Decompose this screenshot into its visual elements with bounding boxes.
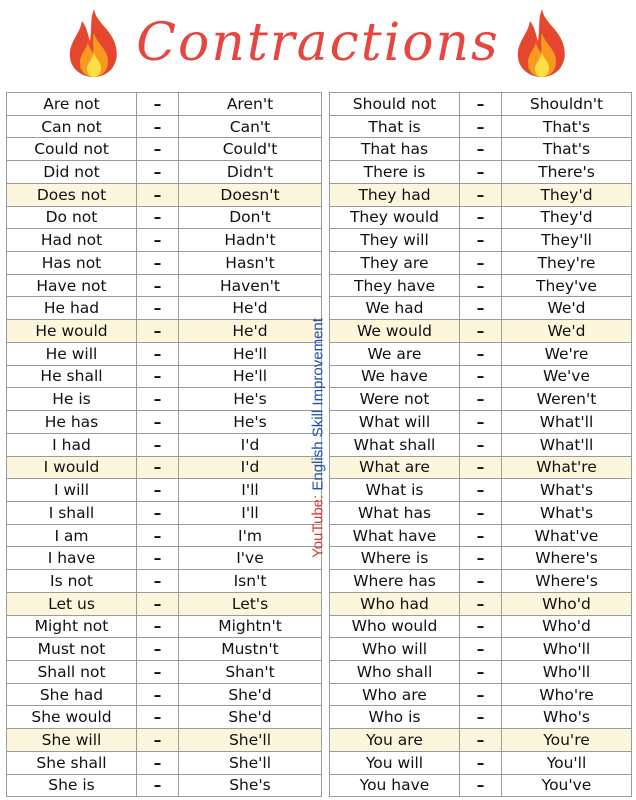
table-row	[7, 660, 322, 683]
contraction-cell: We'd	[502, 297, 632, 320]
contraction-cell: Could't	[179, 138, 322, 161]
table-row	[330, 683, 632, 706]
contraction-cell: We've	[502, 365, 632, 388]
full-form-cell: She would	[7, 706, 137, 729]
contraction-cell: Didn't	[179, 161, 322, 184]
full-form-cell: What are	[330, 456, 460, 479]
contraction-cell: I'll	[179, 501, 322, 524]
table-row	[7, 592, 322, 615]
table-row	[330, 115, 632, 138]
full-form-cell: He would	[7, 320, 137, 343]
watermark-text: English Skill Improvement	[309, 318, 327, 495]
table-row	[330, 342, 632, 365]
contractions-table-left	[6, 92, 322, 797]
dash-cell: –	[137, 138, 179, 161]
dash-cell: –	[460, 751, 502, 774]
dash-cell: –	[137, 638, 179, 661]
table-row	[330, 638, 632, 661]
contraction-cell: What'll	[502, 411, 632, 434]
contraction-cell: Isn't	[179, 570, 322, 593]
contraction-cell: What've	[502, 524, 632, 547]
contraction-cell: Mightn't	[179, 615, 322, 638]
full-form-cell: Have not	[7, 274, 137, 297]
full-form-cell: Who are	[330, 683, 460, 706]
table-row	[330, 161, 632, 184]
contraction-cell: Who'd	[502, 592, 632, 615]
dash-cell: –	[137, 479, 179, 502]
dash-cell: –	[460, 660, 502, 683]
contraction-cell: Weren't	[502, 388, 632, 411]
full-form-cell: He will	[7, 342, 137, 365]
dash-cell: –	[137, 570, 179, 593]
dash-cell: –	[137, 93, 179, 116]
contraction-cell: He'd	[179, 320, 322, 343]
table-row	[7, 751, 322, 774]
contraction-cell: Who'd	[502, 615, 632, 638]
dash-cell: –	[137, 615, 179, 638]
table-row	[7, 229, 322, 252]
contraction-cell: They'll	[502, 229, 632, 252]
table-row	[7, 93, 322, 116]
full-form-cell: She is	[7, 774, 137, 797]
dash-cell: –	[137, 229, 179, 252]
dash-cell: –	[460, 547, 502, 570]
table-row	[330, 365, 632, 388]
full-form-cell: He is	[7, 388, 137, 411]
table-row	[330, 547, 632, 570]
full-form-cell: Who is	[330, 706, 460, 729]
table-row	[330, 93, 632, 116]
full-form-cell: Who shall	[330, 660, 460, 683]
contraction-cell: I'll	[179, 479, 322, 502]
contraction-cell: Don't	[179, 206, 322, 229]
dash-cell: –	[460, 411, 502, 434]
dash-cell: –	[137, 592, 179, 615]
dash-cell: –	[460, 229, 502, 252]
table-row	[7, 115, 322, 138]
table-row	[7, 411, 322, 434]
contraction-cell: I'm	[179, 524, 322, 547]
dash-cell: –	[460, 683, 502, 706]
full-form-cell: Shall not	[7, 660, 137, 683]
contraction-cell: You've	[502, 774, 632, 797]
table-row	[7, 388, 322, 411]
full-form-cell: Can not	[7, 115, 137, 138]
contraction-cell: Mustn't	[179, 638, 322, 661]
contraction-cell: He'd	[179, 297, 322, 320]
full-form-cell: You have	[330, 774, 460, 797]
full-form-cell: Who had	[330, 592, 460, 615]
full-form-cell: What have	[330, 524, 460, 547]
full-form-cell: That has	[330, 138, 460, 161]
full-form-cell: I would	[7, 456, 137, 479]
dash-cell: –	[137, 774, 179, 797]
full-form-cell: Should not	[330, 93, 460, 116]
contraction-cell: Aren't	[179, 93, 322, 116]
contraction-cell: He'll	[179, 365, 322, 388]
full-form-cell: Were not	[330, 388, 460, 411]
full-form-cell: Where is	[330, 547, 460, 570]
full-form-cell: You are	[330, 729, 460, 752]
table-row	[7, 615, 322, 638]
full-form-cell: They had	[330, 183, 460, 206]
dash-cell: –	[460, 115, 502, 138]
full-form-cell: She had	[7, 683, 137, 706]
table-row	[330, 524, 632, 547]
table-row	[330, 615, 632, 638]
full-form-cell: Might not	[7, 615, 137, 638]
table-row	[7, 570, 322, 593]
table-row	[7, 365, 322, 388]
table-row	[7, 706, 322, 729]
table-row	[7, 501, 322, 524]
table-row	[330, 229, 632, 252]
table-row	[7, 161, 322, 184]
full-form-cell: Does not	[7, 183, 137, 206]
full-form-cell: I shall	[7, 501, 137, 524]
contraction-cell: You're	[502, 729, 632, 752]
table-row	[7, 433, 322, 456]
contraction-cell: There's	[502, 161, 632, 184]
dash-cell: –	[460, 388, 502, 411]
dash-cell: –	[460, 729, 502, 752]
dash-cell: –	[137, 683, 179, 706]
contractions-table-right	[329, 92, 632, 797]
table-row	[7, 547, 322, 570]
contraction-cell: I'd	[179, 456, 322, 479]
full-form-cell: We would	[330, 320, 460, 343]
contraction-cell: Who'll	[502, 660, 632, 683]
table-row	[7, 524, 322, 547]
full-form-cell: I have	[7, 547, 137, 570]
table-row	[7, 183, 322, 206]
full-form-cell: He had	[7, 297, 137, 320]
full-form-cell: Who will	[330, 638, 460, 661]
dash-cell: –	[137, 274, 179, 297]
full-form-cell: He has	[7, 411, 137, 434]
full-form-cell: They are	[330, 252, 460, 275]
contraction-cell: Doesn't	[179, 183, 322, 206]
table-row	[7, 774, 322, 797]
contraction-cell: What're	[502, 456, 632, 479]
dash-cell: –	[460, 206, 502, 229]
full-form-cell: Let us	[7, 592, 137, 615]
watermark-prefix: YouTube:	[309, 494, 327, 558]
dash-cell: –	[460, 456, 502, 479]
contraction-cell: Where's	[502, 547, 632, 570]
dash-cell: –	[137, 206, 179, 229]
dash-cell: –	[460, 161, 502, 184]
dash-cell: –	[460, 365, 502, 388]
fire-icon	[514, 7, 570, 79]
table-row	[330, 570, 632, 593]
full-form-cell: Where has	[330, 570, 460, 593]
table-row	[7, 683, 322, 706]
contraction-cell: We'd	[502, 320, 632, 343]
full-form-cell: What is	[330, 479, 460, 502]
table-row	[7, 206, 322, 229]
table-row	[330, 479, 632, 502]
dash-cell: –	[460, 183, 502, 206]
table-row	[330, 706, 632, 729]
table-row	[330, 138, 632, 161]
table-row	[7, 479, 322, 502]
table-row	[330, 774, 632, 797]
table-row	[7, 297, 322, 320]
full-form-cell: Is not	[7, 570, 137, 593]
full-form-cell: You will	[330, 751, 460, 774]
dash-cell: –	[137, 365, 179, 388]
dash-cell: –	[137, 320, 179, 343]
dash-cell: –	[137, 388, 179, 411]
contraction-cell: Who're	[502, 683, 632, 706]
header	[0, 0, 636, 86]
full-form-cell: Who would	[330, 615, 460, 638]
full-form-cell: Had not	[7, 229, 137, 252]
contraction-cell: They'd	[502, 183, 632, 206]
dash-cell: –	[460, 638, 502, 661]
contraction-cell: Who's	[502, 706, 632, 729]
contraction-cell: They've	[502, 274, 632, 297]
full-form-cell: We are	[330, 342, 460, 365]
full-form-cell: Has not	[7, 252, 137, 275]
dash-cell: –	[137, 706, 179, 729]
dash-cell: –	[137, 183, 179, 206]
full-form-cell: What will	[330, 411, 460, 434]
contraction-cell: What's	[502, 479, 632, 502]
contraction-cell: Hadn't	[179, 229, 322, 252]
contraction-cell: She'd	[179, 706, 322, 729]
contraction-cell: Who'll	[502, 638, 632, 661]
table-row	[330, 206, 632, 229]
contraction-cell: Haven't	[179, 274, 322, 297]
dash-cell: –	[460, 592, 502, 615]
full-form-cell: She will	[7, 729, 137, 752]
contraction-cell: Hasn't	[179, 252, 322, 275]
dash-cell: –	[460, 774, 502, 797]
dash-cell: –	[460, 570, 502, 593]
table-row	[7, 320, 322, 343]
full-form-cell: That is	[330, 115, 460, 138]
youtube-watermark	[310, 318, 327, 558]
table-row	[330, 274, 632, 297]
full-form-cell: We have	[330, 365, 460, 388]
contraction-cell: They'd	[502, 206, 632, 229]
table-row	[330, 456, 632, 479]
contraction-cell: Can't	[179, 115, 322, 138]
contraction-cell: She's	[179, 774, 322, 797]
table-row	[7, 252, 322, 275]
table-row	[330, 297, 632, 320]
dash-cell: –	[137, 729, 179, 752]
dash-cell: –	[460, 706, 502, 729]
dash-cell: –	[460, 252, 502, 275]
dash-cell: –	[460, 615, 502, 638]
dash-cell: –	[460, 320, 502, 343]
table-row	[330, 252, 632, 275]
contraction-cell: What's	[502, 501, 632, 524]
contraction-cell: I'd	[179, 433, 322, 456]
full-form-cell: There is	[330, 161, 460, 184]
full-form-cell: She shall	[7, 751, 137, 774]
full-form-cell: What has	[330, 501, 460, 524]
full-form-cell: Could not	[7, 138, 137, 161]
full-form-cell: I will	[7, 479, 137, 502]
dash-cell: –	[460, 501, 502, 524]
full-form-cell: I am	[7, 524, 137, 547]
full-form-cell: They have	[330, 274, 460, 297]
contraction-cell: You'll	[502, 751, 632, 774]
full-form-cell: He shall	[7, 365, 137, 388]
dash-cell: –	[137, 342, 179, 365]
dash-cell: –	[460, 274, 502, 297]
dash-cell: –	[137, 433, 179, 456]
table-row	[330, 660, 632, 683]
table-row	[330, 592, 632, 615]
dash-cell: –	[137, 501, 179, 524]
dash-cell: –	[137, 115, 179, 138]
contraction-cell: He'll	[179, 342, 322, 365]
dash-cell: –	[460, 138, 502, 161]
dash-cell: –	[137, 524, 179, 547]
contraction-cell: That's	[502, 115, 632, 138]
contraction-cell: Shouldn't	[502, 93, 632, 116]
dash-cell: –	[137, 751, 179, 774]
dash-cell: –	[137, 252, 179, 275]
table-row	[330, 433, 632, 456]
table-row	[7, 638, 322, 661]
dash-cell: –	[137, 547, 179, 570]
contraction-cell: He's	[179, 388, 322, 411]
dash-cell: –	[460, 433, 502, 456]
contraction-cell: We're	[502, 342, 632, 365]
contraction-cell: She'll	[179, 751, 322, 774]
full-form-cell: They will	[330, 229, 460, 252]
table-row	[7, 456, 322, 479]
dash-cell: –	[460, 479, 502, 502]
dash-cell: –	[137, 161, 179, 184]
table-row	[7, 138, 322, 161]
contraction-cell: He's	[179, 411, 322, 434]
full-form-cell: They would	[330, 206, 460, 229]
fire-icon	[66, 7, 122, 79]
full-form-cell: We had	[330, 297, 460, 320]
table-row	[7, 274, 322, 297]
contraction-cell: Where's	[502, 570, 632, 593]
contraction-cell: Shan't	[179, 660, 322, 683]
table-row	[330, 411, 632, 434]
table-row	[7, 342, 322, 365]
contraction-cell: She'd	[179, 683, 322, 706]
contraction-cell: She'll	[179, 729, 322, 752]
dash-cell: –	[137, 297, 179, 320]
contraction-cell: That's	[502, 138, 632, 161]
page-title: Contractions	[136, 13, 500, 73]
dash-cell: –	[137, 411, 179, 434]
full-form-cell: Are not	[7, 93, 137, 116]
contraction-cell: I've	[179, 547, 322, 570]
table-row	[330, 320, 632, 343]
dash-cell: –	[460, 297, 502, 320]
full-form-cell: Must not	[7, 638, 137, 661]
contraction-cell: They're	[502, 252, 632, 275]
dash-cell: –	[460, 93, 502, 116]
table-row	[330, 501, 632, 524]
table-row	[330, 183, 632, 206]
table-row	[330, 751, 632, 774]
full-form-cell: What shall	[330, 433, 460, 456]
full-form-cell: Do not	[7, 206, 137, 229]
dash-cell: –	[460, 342, 502, 365]
full-form-cell: I had	[7, 433, 137, 456]
dash-cell: –	[460, 524, 502, 547]
table-row	[330, 388, 632, 411]
contraction-cell: What'll	[502, 433, 632, 456]
contraction-cell: Let's	[179, 592, 322, 615]
dash-cell: –	[137, 456, 179, 479]
dash-cell: –	[137, 660, 179, 683]
table-row	[330, 729, 632, 752]
full-form-cell: Did not	[7, 161, 137, 184]
table-row	[7, 729, 322, 752]
